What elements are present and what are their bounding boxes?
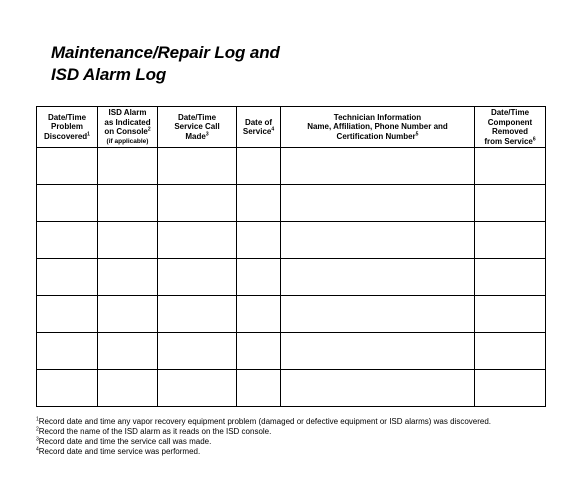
header-text: Discovered [44, 131, 88, 141]
header-line [237, 127, 280, 137]
header-line: Date of [244, 117, 273, 127]
table-cell[interactable] [281, 185, 475, 222]
footnote-number: 3 [36, 436, 39, 443]
table-cell[interactable] [37, 222, 98, 259]
table-cell[interactable] [158, 296, 237, 333]
table-cell[interactable] [37, 185, 98, 222]
table-cell[interactable] [158, 148, 237, 185]
header-row [37, 107, 546, 148]
table-cell[interactable] [158, 259, 237, 296]
header-text: Made [185, 131, 206, 141]
footnote-ref: 2 [147, 126, 151, 133]
table-row [37, 296, 546, 333]
header-line: Date/Time [490, 108, 530, 117]
footnote-number: 2 [36, 426, 39, 433]
table-cell[interactable] [237, 222, 281, 259]
header-line: Date/Time [47, 112, 87, 122]
table-row [37, 222, 546, 259]
table-cell[interactable] [158, 185, 237, 222]
table-cell[interactable] [237, 296, 281, 333]
footnote-item [36, 447, 491, 457]
table-cell[interactable] [98, 333, 158, 370]
table-cell[interactable] [475, 296, 546, 333]
col-header-technician-info [281, 107, 475, 148]
title-line-1: Maintenance/Repair Log and [51, 43, 280, 62]
table-row [37, 370, 546, 407]
header-line [158, 132, 236, 142]
footnote-text: Record date and time any vapor recovery equipment problem (damaged or defective equipment or ISD alarms) was discovered. [38, 417, 492, 426]
title-line-2: ISD Alarm Log [51, 65, 167, 84]
table-cell[interactable] [98, 185, 158, 222]
footnote-ref: 5 [415, 131, 419, 138]
table-cell[interactable] [237, 148, 281, 185]
table-cell[interactable] [281, 370, 475, 407]
table-cell[interactable] [37, 333, 98, 370]
table-cell[interactable] [475, 259, 546, 296]
footnote-item [36, 437, 491, 447]
footnote-ref: 4 [271, 126, 275, 133]
table-cell[interactable] [281, 259, 475, 296]
table-cell[interactable] [475, 370, 546, 407]
table-cell[interactable] [237, 370, 281, 407]
table-cell[interactable] [37, 148, 98, 185]
col-header-component-removed [475, 107, 546, 148]
page-title [51, 42, 280, 86]
log-table [36, 106, 546, 407]
footnote-text: Record the name of the ISD alarm as it reads on the ISD console. [38, 427, 272, 436]
header-line: Problem [50, 122, 83, 132]
table-cell[interactable] [475, 333, 546, 370]
header-text: Certification Number [336, 131, 416, 141]
table-cell[interactable] [281, 296, 475, 333]
footnote-item [36, 427, 491, 437]
col-header-isd-alarm [98, 107, 158, 148]
table-cell[interactable] [98, 148, 158, 185]
table-cell[interactable] [158, 333, 237, 370]
log-table-body [37, 148, 546, 407]
table-cell[interactable] [98, 259, 158, 296]
header-line [98, 127, 157, 137]
table-cell[interactable] [475, 148, 546, 185]
col-header-problem-discovered [37, 107, 98, 148]
table-cell[interactable] [37, 296, 98, 333]
table-row [37, 148, 546, 185]
table-cell[interactable] [98, 296, 158, 333]
table-cell[interactable] [37, 370, 98, 407]
table-row [37, 259, 546, 296]
header-line: Removed [491, 127, 528, 136]
header-line: Name, Affiliation, Phone Number and [307, 122, 448, 132]
footnote-text: Record date and time service was performed. [38, 447, 201, 456]
header-line [37, 132, 97, 142]
header-line: Service Call [174, 122, 220, 132]
footnote-number: 4 [36, 446, 39, 453]
footnote-ref: 6 [532, 135, 536, 142]
header-line [475, 137, 545, 147]
table-cell[interactable] [98, 222, 158, 259]
header-line: ISD Alarm [108, 108, 147, 117]
footnote-item [36, 417, 491, 427]
col-header-date-of-service [237, 107, 281, 148]
table-cell[interactable] [237, 185, 281, 222]
header-line: Component [487, 117, 533, 127]
table-cell[interactable] [281, 148, 475, 185]
header-line: Date/Time [177, 112, 217, 122]
footnote-text: Record date and time the service call was made. [38, 437, 212, 446]
table-cell[interactable] [281, 222, 475, 259]
header-text: Service [242, 127, 272, 136]
header-text: on Console [104, 127, 148, 136]
footnote-ref: 3 [205, 131, 209, 138]
table-cell[interactable] [37, 259, 98, 296]
footnote-ref: 1 [87, 131, 90, 138]
table-cell[interactable] [237, 333, 281, 370]
table-cell[interactable] [475, 222, 546, 259]
table-cell[interactable] [237, 259, 281, 296]
footnotes [36, 417, 491, 457]
col-header-service-call [158, 107, 237, 148]
header-line: as Indicated [104, 117, 151, 127]
table-row [37, 185, 546, 222]
table-cell[interactable] [158, 370, 237, 407]
table-row [37, 333, 546, 370]
header-line: Technician Information [333, 112, 422, 122]
header-text: from Service [484, 136, 533, 146]
header-note: (if applicable) [106, 137, 149, 145]
table-cell[interactable] [475, 185, 546, 222]
footnote-number: 1 [36, 416, 39, 423]
table-cell[interactable] [98, 370, 158, 407]
table-cell[interactable] [281, 333, 475, 370]
header-line [281, 132, 474, 142]
table-cell[interactable] [158, 222, 237, 259]
